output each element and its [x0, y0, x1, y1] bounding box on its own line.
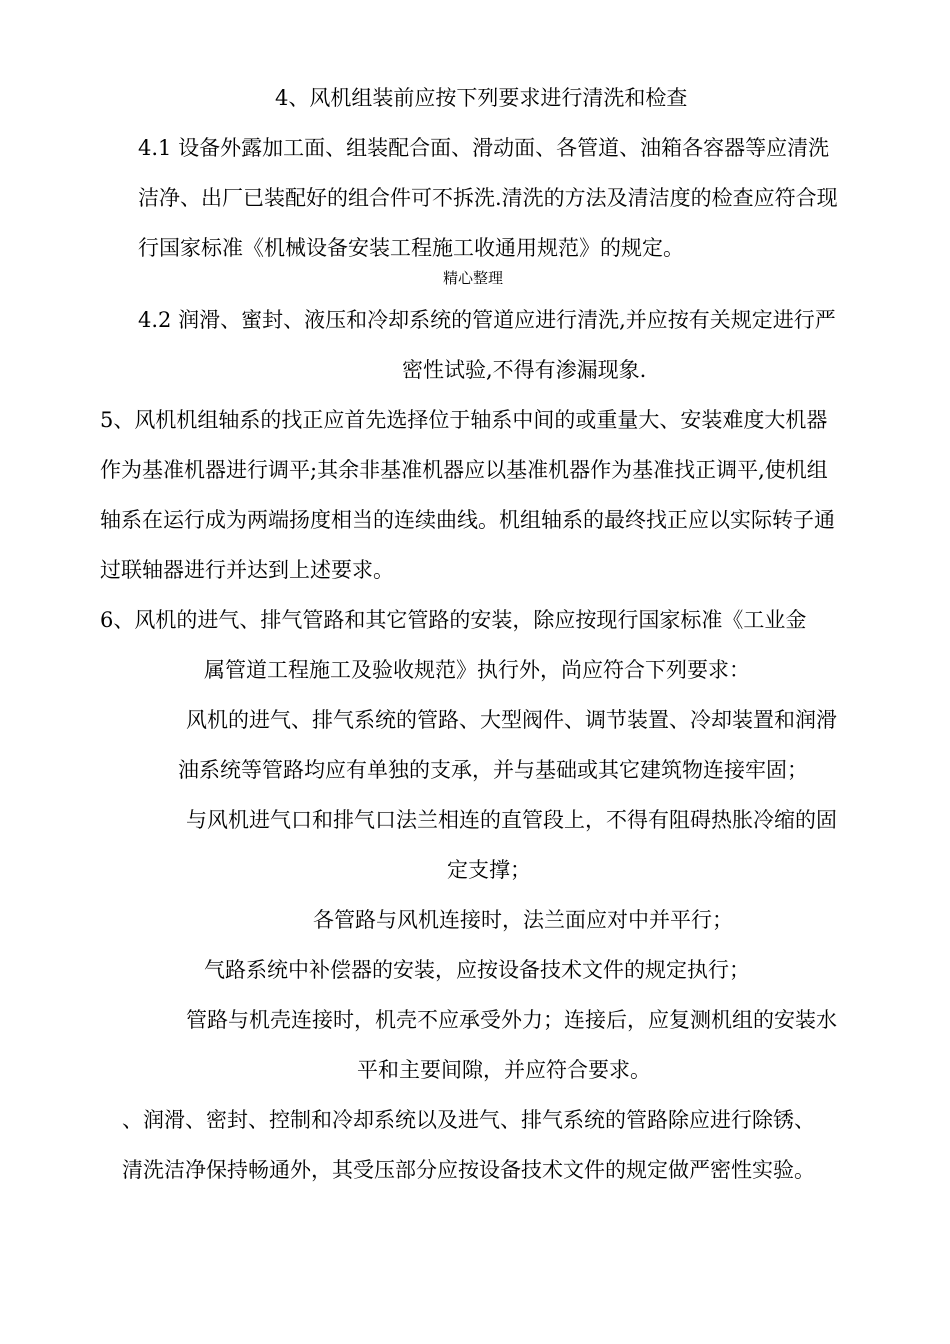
paragraph-line: 4.1 设备外露加工面、组装配合面、滑动面、各管道、油箱各容器等应清洗	[138, 136, 830, 160]
paragraph-line: 作为基准机器进行调平;其余非基准机器应以基准机器作为基准找正调平,使机组	[100, 458, 828, 482]
paragraph-line: 过联轴器进行并达到上述要求。	[100, 558, 394, 582]
section-heading-5: 5、风机机组轴系的找正应首先选择位于轴系中间的或重量大、安装难度大机器	[100, 408, 828, 432]
paragraph-line: 、润滑、密封、控制和冷却系统以及进气、排气系统的管路除应进行除锈、	[122, 1108, 815, 1132]
list-item-line: 各管路与风机连接时，法兰面应对中并平行；	[313, 908, 733, 932]
list-item-line: 与风机进气口和排气口法兰相连的直管段上，不得有阻碍热胀冷缩的固	[186, 808, 837, 832]
paragraph-line: 行国家标准《机械设备安装工程施工收通用规范》的规定。	[138, 236, 684, 260]
paragraph-line: 4.2 润滑、蜜封、液压和冷却系统的管道应进行清洗,并应按有关规定进行严	[138, 308, 836, 332]
paragraph-line: 属管道工程施工及验收规范》执行外，尚应符合下列要求：	[204, 658, 750, 682]
list-item-line: 管路与机壳连接时，机壳不应承受外力；连接后，应复测机组的安装水	[186, 1008, 837, 1032]
list-item-line: 气路系统中补偿器的安装，应按设备技术文件的规定执行；	[204, 958, 750, 982]
list-item-line: 风机的进气、排气系统的管路、大型阀件、调节装置、冷却装置和润滑	[186, 708, 837, 732]
section-heading-4: 4、风机组装前应按下列要求进行清洗和检查	[275, 86, 688, 110]
watermark-text: 精心整理	[443, 269, 504, 287]
paragraph-line: 轴系在运行成为两端扬度相当的连续曲线。机组轴系的最终找正应以实际转子通	[100, 508, 835, 532]
list-item-line: 油系统等管路均应有单独的支承，并与基础或其它建筑物连接牢固；	[178, 758, 808, 782]
paragraph-line: 洁净、出厂已装配好的组合件可不拆洗.清洗的方法及清洁度的检查应符合现	[138, 186, 838, 210]
section-heading-6: 6、风机的进气、排气管路和其它管路的安装，除应按现行国家标准《工业金	[100, 608, 807, 632]
paragraph-line: 密性试验,不得有渗漏现象.	[402, 358, 647, 382]
list-item-line: 定支撑；	[447, 858, 531, 882]
list-item-line: 平和主要间隙，并应符合要求。	[357, 1058, 651, 1082]
paragraph-line: 清洗洁净保持畅通外，其受压部分应按设备技术文件的规定做严密性实验。	[122, 1158, 815, 1182]
